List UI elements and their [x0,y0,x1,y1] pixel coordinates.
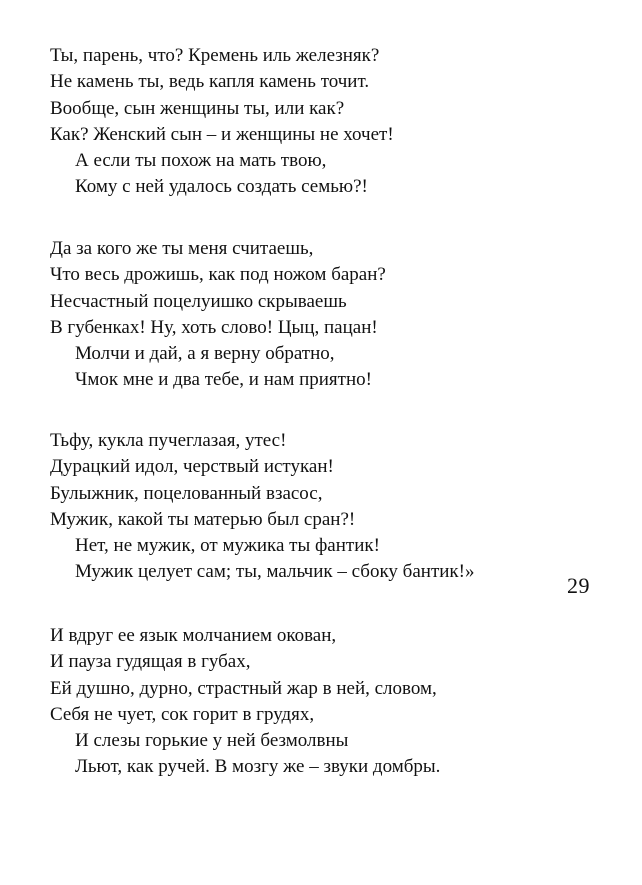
poem-line: Ей душно, дурно, страстный жар в ней, словом, [50,677,437,699]
poem-line: Как? Женский сын – и женщины не хочет! [50,123,394,145]
poem-line: И пауза гудящая в губах, [50,651,251,673]
poem-line: Мужик целует сам; ты, мальчик – сбоку бантик!» [75,561,475,583]
stanza-3 [50,428,570,586]
page-number: 29 [567,573,590,598]
poem-line: Молчи и дай, а я верну обратно, [75,343,335,365]
poem-line: Кому с ней удалось создать семью?! [75,176,368,198]
poem-line: Льют, как ручей. В мозгу же – звуки домбры. [75,756,441,778]
poem-line: Не камень ты, ведь капля камень точит. [50,71,370,93]
poem-line: Тьфу, кукла пучеглазая, утес! [50,430,287,451]
poem-line: И вдруг ее язык молчанием окован, [50,625,337,646]
poem-line: Себя не чует, сок горит в грудях, [50,703,315,725]
poem-line: Ты, парень, что? Кремень иль железняк? [50,45,380,66]
stanza-2 [50,236,570,394]
stanza-1 [50,43,570,201]
poem-line: А если ты похож на мать твою, [75,150,327,172]
poem-line: Дурацкий идол, черствый истукан! [50,456,334,478]
poem-line: Булыжник, поцелованный взасос, [50,482,323,504]
poem-line: И слезы горькие у ней безмолвны [75,730,349,752]
poem-line: Чмок мне и два тебе, и нам приятно! [75,369,372,391]
poem-line: Да за кого же ты меня считаешь, [50,238,314,259]
poem-line: Несчастный поцелуишко скрываешь [50,290,347,312]
poem-line: Мужик, какой ты матерью был сран?! [50,508,356,530]
poem-line: Вообще, сын женщины ты, или как? [50,97,345,119]
stanza-4 [50,623,570,781]
poem-line: В губенках! Ну, хоть слово! Цыц, пацан! [50,316,378,338]
poem-line: Нет, не мужик, от мужика ты фантик! [75,535,380,557]
poem-line: Что весь дрожишь, как под ножом баран? [50,264,386,286]
